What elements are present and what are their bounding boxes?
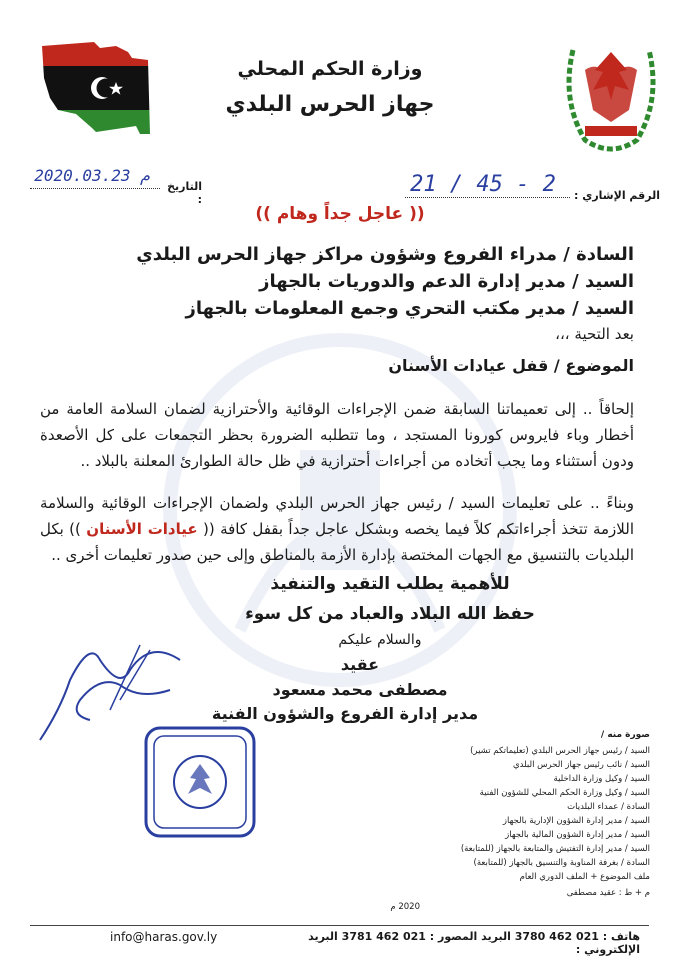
reference-label: الرقم الإشاري :	[574, 189, 660, 202]
date-label: التاريخ :	[167, 180, 202, 206]
cc-title: صورة منه /	[600, 730, 650, 740]
date-underline	[30, 188, 160, 189]
cc-item: السادة / عمداء البلديات	[567, 802, 650, 812]
dental-clinics-highlight: عيادات الأسنان	[86, 520, 198, 538]
cc-item: السادة / بغرفة المناوبة والتنسيق بالجهاز (للمتابعة)	[473, 858, 650, 868]
cc-year: 2020 م	[390, 902, 420, 912]
cc-item: السيد / وكيل وزارة الحكم المحلي للشؤون الفنية	[479, 788, 650, 798]
addressee-line: السيد / مدير مكتب التحري وجمع المعلومات بالجهاز	[185, 298, 634, 319]
addressee-line: السيد / مدير إدارة الدعم والدوريات بالجهاز	[259, 271, 634, 292]
cc-item: السيد / مدير إدارة الشؤون المالية بالجهاز	[505, 830, 650, 840]
urgent-notice: (( عاجل جداً وهام ))	[255, 204, 425, 224]
cc-item: السيد / مدير إدارة التفتيش والمتابعة بالجهاز (للمتابعة)	[460, 844, 650, 854]
cc-item: السيد / وكيل وزارة الداخلية	[553, 774, 650, 784]
cc-footnote: م + ط : عقيد مصطفى	[566, 888, 650, 898]
footer-divider	[30, 925, 649, 926]
body-paragraph-2	[40, 490, 634, 568]
signatory-rank: عقيد	[340, 655, 380, 674]
cc-item: السيد / مدير إدارة الشؤون الإدارية بالجهاز	[502, 816, 650, 826]
closing-instruction: للأهمية يطلب التقيد والتنفيذ	[270, 574, 510, 594]
closing-salutation: والسلام عليكم	[338, 632, 422, 648]
date-value: 2020.03.23 م	[34, 166, 150, 185]
closing-prayer: حفظ الله البلاد والعباد من كل سوء	[245, 604, 535, 624]
signatory-title: مدير إدارة الفروع والشؤون الفنية	[211, 704, 479, 723]
subject-line: الموضوع / قفل عيادات الأسنان	[388, 356, 634, 375]
reference-number: 21 / 45 - 2	[410, 172, 556, 197]
body-paragraph-2-text-a: وبناءً .. على تعليمات السيد / رئيس جهاز الحرس البلدي ولضمان الإجراءات الوقائية والسلامة اللازمة تتخذ أجراءاتكم كلاً فيما يخصه وبشكل عاجل جداً بقفل كافة ((	[40, 494, 634, 538]
cc-item: السيد / نائب رئيس جهاز الحرس البلدي	[513, 760, 650, 770]
greeting: بعد التحية ،،،	[555, 325, 634, 343]
signatory-name: مصطفى محمد مسعود	[272, 680, 448, 699]
body-paragraph-2-text-b: )) بكل البلديات بالتنسيق مع الجهات المختصة بإدارة الأزمة بالمناطق وإلى حين صدور تعليمات أخرى ..	[40, 520, 634, 564]
municipal-guard-emblem-icon	[555, 30, 667, 160]
footer-email-link[interactable]: info@haras.gov.ly	[110, 930, 218, 944]
cc-item: السيد / رئيس جهاز الحرس البلدي (تعليماتكم تشير)	[470, 746, 650, 756]
ministry-name: وزارة الحكم المحلي	[237, 58, 423, 80]
footer-contact: هاتف : 021 462 3780 البريد المصور : 021 462 3781 البريد الإلكتروني :	[308, 930, 640, 956]
cc-item: ملف الموضوع + الملف الدوري العام	[519, 872, 650, 882]
libya-flag-map-icon	[36, 38, 154, 138]
official-stamp-icon	[140, 722, 260, 842]
reference-underline	[405, 197, 570, 198]
body-paragraph-1: إلحاقاً .. إلى تعميماتنا السابقة ضمن الإجراءات الوقائية والأحترازية لضمان السلامة العامة من أخطار وباء فايروس كورونا المستجد ، وما تتطلبه الضرورة بحظر التجمعات على كل الأصعدة ودون أستثناء وما يجب أتخاده من أجراءات أحترازية في ظل حالة الطوارئ المعلنة بالبلاد ..	[40, 400, 634, 470]
addressee-line: السادة / مدراء الفروع وشؤون مراكز جهاز الحرس البلدي	[136, 244, 634, 265]
agency-name: جهاز الحرس البلدي	[225, 92, 435, 117]
